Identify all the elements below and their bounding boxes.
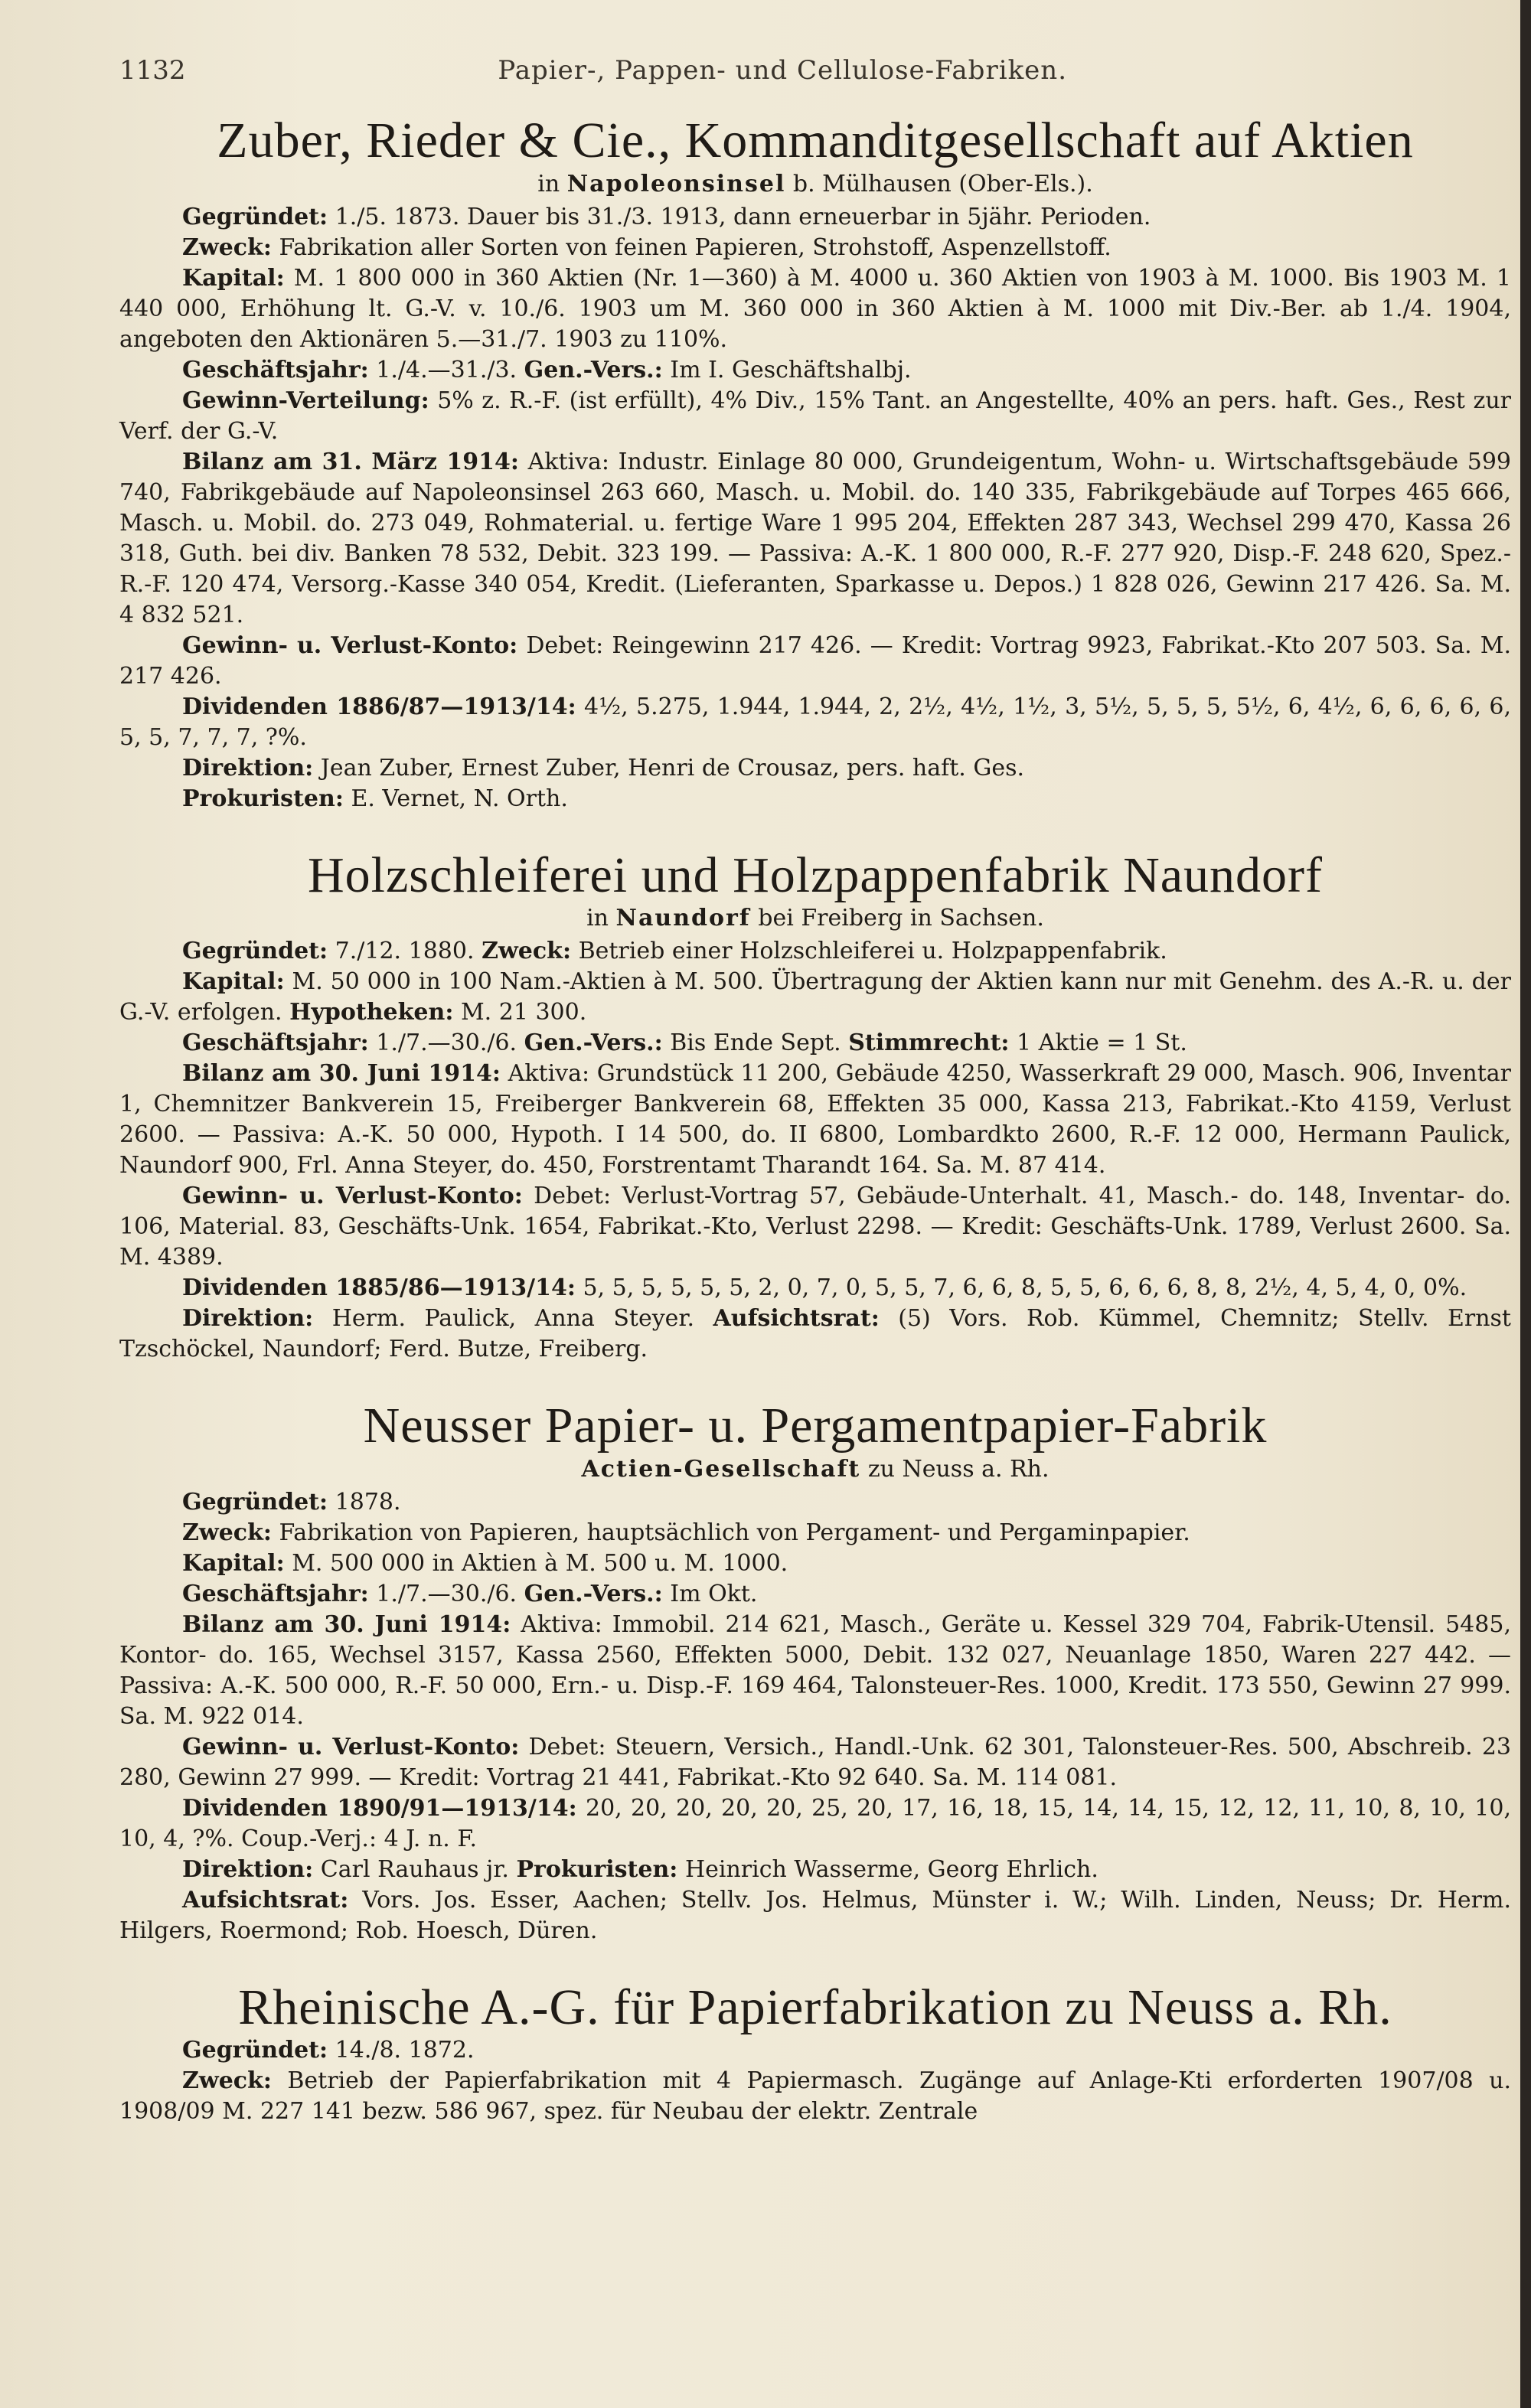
company-entry [119,113,1511,814]
entry-fiscal-year: Geschäftsjahr: 1./4.—31./3. Gen.-Vers.: Im I. Geschäftshalbj. [182,356,912,383]
company-details [119,202,1511,814]
entry-capital: Kapital: M. 1 800 000 in 360 Aktien (Nr. 1—360) à M. 4000 u. 360 Aktien von 1903 à M. 1000. Bis 1903 M. 1 440 000, Erhöhung lt. G.-V. v. 10./6. 1903 um M. 360 000 in 360 Aktien à M. 1000 mit Div.-Ber. ab 1./4. 1904, angeboten den Aktionären 5.—31./7. 1903 zu 110%. [119,264,1511,353]
company-location: Actien-Gesellschaft zu Neuss a. Rh. [581,1455,1050,1483]
company-name: Zuber, Rieder & Cie., Kommanditgesellschaft auf Aktien [217,113,1414,168]
entry-profit-loss: Gewinn- u. Verlust-Konto: Debet: Reingewinn 217 426. — Kredit: Vortrag 9923, Fabrikat.-Kto 207 503. Sa. M. 217 426. [119,631,1511,690]
entry-purpose: Zweck: Betrieb der Papierfabrikation mit 4 Papiermasch. Zugänge auf Anlage-Kti erforderten 1907/08 u. 1908/09 M. 227 141 bezw. 586 967, spez. für Neubau der elektr. Zentrale [119,2067,1511,2126]
entry-profit-loss: Gewinn- u. Verlust-Konto: Debet: Steuern, Versich., Handl.-Unk. 62 301, Talonsteuer-Res. 500, Abschreib. 23 280, Gewinn 27 999. — Kredit: Vortrag 21 441, Fabrikat.-Kto 92 640. Sa. M. 114 081. [119,1733,1511,1791]
company-name: Neusser Papier- u. Pergamentpapier-Fabrik [363,1398,1268,1454]
entry-dividends: Dividenden 1886/87—1913/14: 4½, 5.275, 1.944, 1.944, 2, 2½, 4½, 1½, 3, 5½, 5, 5, 5, 5½, 6, 4½, 6, 6, 6, 6, 6, 5, 5, 7, 7, 7, ?%. [119,693,1511,751]
entry-fiscal-year: Geschäftsjahr: 1./7.—30./6. Gen.-Vers.: Im Okt. [182,1580,758,1607]
binding-gutter [1520,0,1531,2408]
company-name: Holzschleiferei und Holzpappenfabrik Naundorf [307,847,1323,903]
entry-procurators: Prokuristen: E. Vernet, N. Orth. [182,785,568,812]
entry-purpose: Zweck: Fabrikation von Papieren, hauptsächlich von Pergament- und Pergaminpapier. [182,1519,1190,1546]
entry-supervisory-board: Aufsichtsrat: Vors. Jos. Esser, Aachen; Stellv. Jos. Helmus, Münster i. W.; Wilh. Linden, Neuss; Dr. Herm. Hilgers, Roermond; Rob. Hoesch, Düren. [119,1886,1511,1944]
company-entry [119,1398,1511,1946]
company-entry [119,1980,1511,2128]
entry-dividends: Dividenden 1890/91—1913/14: 20, 20, 20, 20, 20, 25, 20, 17, 16, 18, 15, 14, 14, 15, 12, 12, 11, 10, 8, 10, 10, 10, 4, ?%. Coup.-Verj.: 4 J. n. F. [119,1794,1511,1852]
entry-capital: Kapital: M. 50 000 in 100 Nam.-Aktien à M. 500. Übertragung der Aktien kann nur mit Genehm. des A.-R. u. der G.-V. erfolgen. Hypotheken: M. 21 300. [119,968,1511,1026]
company-location: in Naundorf bei Freiberg in Sachsen. [586,905,1044,932]
entry-management: Direktion: Carl Rauhaus jr. Prokuristen: Heinrich Wasserme, Georg Ehrlich. [182,1855,1098,1883]
running-head [119,55,1511,86]
entry-management: Direktion: Jean Zuber, Ernest Zuber, Henri de Crousaz, pers. haft. Ges. [182,754,1025,781]
company-details [119,1487,1511,1946]
page-number: 1132 [119,55,186,86]
entry-dividends: Dividenden 1885/86—1913/14: 5, 5, 5, 5, 5, 5, 2, 0, 7, 0, 5, 5, 7, 6, 6, 8, 5, 5, 6, 6, 6, 8, 8, 2½, 4, 5, 4, 0, 0%. [182,1274,1467,1302]
entry-balance-sheet: Bilanz am 30. Juni 1914: Aktiva: Immobil. 214 621, Masch., Geräte u. Kessel 329 704, Fabrik-Utensil. 5485, Kontor- do. 165, Wechsel 3157, Kassa 2560, Effekten 5000, Debit. 132 027, Neuanlage 1850, Waren 227 442. — Passiva: A.-K. 500 000, R.-F. 50 000, Ern.- u. Disp.-F. 169 464, Talonsteuer-Res. 1000, Kredit. 173 550, Gewinn 27 999. Sa. M. 922 014. [119,1610,1511,1730]
entry-founded: Gegründet: 1878. [182,1488,401,1516]
entry-founded: Gegründet: 14./8. 1872. [182,2037,475,2064]
running-title: Papier-, Pappen- und Cellulose-Fabriken. [498,55,1067,86]
company-details [119,936,1511,1365]
entry-capital: Kapital: M. 500 000 in Aktien à M. 500 u. M. 1000. [182,1549,788,1577]
entry-balance-sheet: Bilanz am 30. Juni 1914: Aktiva: Grundstück 11 200, Gebäude 4250, Wasserkraft 29 000, Masch. 906, Inventar 1, Chemnitzer Bankverein 15, Freiberger Bankverein 68, Effekten 35 000, Kassa 213, Fabrikat.-Kto 4159, Verlust 2600. — Passiva: A.-K. 50 000, Hypoth. I 14 500, do. II 6800, Lombardkto 2600, R.-F. 12 000, Hermann Paulick, Naundorf 900, Frl. Anna Steyer, do. 450, Forstrentamt Tharandt 164. Sa. M. 87 414. [119,1060,1511,1180]
company-location: in Napoleonsinsel b. Mülhausen (Ober-Els.). [537,170,1093,197]
entry-balance-sheet: Bilanz am 31. März 1914: Aktiva: Industr. Einlage 80 000, Grundeigentum, Wohn- u. Wirtschaftsgebäude 599 740, Fabrikgebäude auf Napoleonsinsel 263 660, Masch. u. Mobil. do. 140 335, Fabrikgebäude auf Torpes 465 666, Masch. u. Mobil. do. 273 049, Rohmaterial. u. fertige Ware 1 995 204, Effekten 287 343, Wechsel 299 470, Kassa 26 318, Guth. bei div. Banken 78 532, Debit. 323 199. — Passiva: A.-K. 1 800 000, R.-F. 277 920, Disp.-F. 248 620, Spez.-R.-F. 120 474, Versorg.-Kasse 340 054, Kredit. (Lieferanten, Sparkasse u. Depos.) 1 828 026, Gewinn 217 426. Sa. M. 4 832 521. [119,448,1511,628]
entry-fiscal-year: Geschäftsjahr: 1./7.—30./6. Gen.-Vers.: Bis Ende Sept. Stimmrecht: 1 Aktie = 1 St. [182,1029,1187,1057]
entry-purpose: Zweck: Fabrikation aller Sorten von feinen Papieren, Strohstoff, Aspenzellstoff. [182,233,1112,261]
entry-founded: Gegründet: 7./12. 1880. Zweck: Betrieb einer Holzschleiferei u. Holzpappenfabrik. [182,938,1167,965]
company-details [119,2035,1511,2127]
entry-management: Direktion: Herm. Paulick, Anna Steyer. Aufsichtsrat: (5) Vors. Rob. Kümmel, Chemnitz; Stellv. Ernst Tzschöckel, Naundorf; Ferd. Butze, Freiberg. [119,1305,1511,1363]
entry-founded: Gegründet: 1./5. 1873. Dauer bis 31./3. 1913, dann erneuerbar in 5jähr. Perioden. [182,203,1151,230]
entry-profit-distribution: Gewinn-Verteilung: 5% z. R.-F. (ist erfüllt), 4% Div., 15% Tant. an Angestellte, 40% an pers. haft. Ges., Rest zur Verf. der G.-V. [119,387,1511,445]
company-name: Rheinische A.-G. für Papierfabrikation zu Neuss a. Rh. [238,1979,1392,2035]
entry-profit-loss: Gewinn- u. Verlust-Konto: Debet: Verlust-Vortrag 57, Gebäude-Unterhalt. 41, Masch.- do. 148, Inventar- do. 106, Material. 83, Geschäfts-Unk. 1654, Fabrikat.-Kto, Verlust 2298. — Kredit: Geschäfts-Unk. 1789, Verlust 2600. Sa. M. 4389. [119,1183,1511,1271]
company-entry [119,848,1511,1366]
